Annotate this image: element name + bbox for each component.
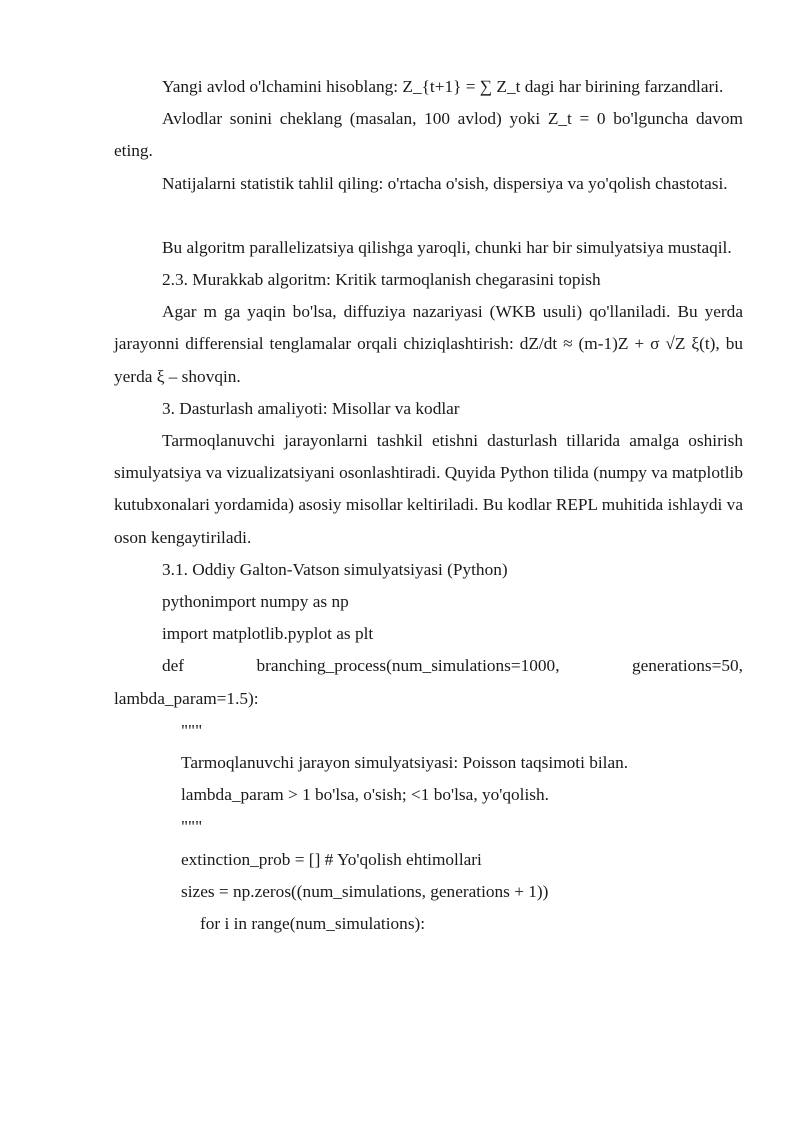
blank-line (114, 200, 743, 232)
code-line-def (114, 650, 743, 682)
code-docstring-open: """ (181, 720, 203, 740)
code-line-import-matplotlib: import matplotlib.pyplot as plt (162, 624, 374, 644)
code-line-sizes: sizes = np.zeros((num_simulations, generations + 1)) (181, 881, 549, 901)
code-def-arg: generations=50, (631, 656, 743, 676)
page-content (114, 71, 743, 940)
section-heading-2-3: 2.3. Murakkab algoritm: Kritik tarmoqlanish chegarasini topish (162, 270, 601, 290)
paragraph-limit-generations: Avlodlar sonini cheklang (masalan, 100 avlod) yoki Z_t = 0 bo'lguncha davom eting. (114, 109, 743, 161)
paragraph-programming-intro: Tarmoqlanuvchi jarayonlarni tashkil etishni dasturlash tillarida amalga oshirish simulyatsiya va vizualizatsiyani osonlashtiradi. Quyida Python tilida (numpy va matplotlib kutubxonalari yordamida) asosiy misollar keltiriladi. Bu kodlar REPL muhitida ishlaydi va oson kengaytiriladi. (114, 431, 743, 547)
code-line-def-continuation: lambda_param=1.5): (114, 688, 259, 708)
code-def-keyword: def (162, 656, 185, 676)
code-docstring-line-1: Tarmoqlanuvchi jarayon simulyatsiyasi: Poisson taqsimoti bilan. (181, 753, 629, 773)
code-line-import-numpy: pythonimport numpy as np (162, 592, 349, 612)
code-line-extinction-prob: extinction_prob = [] # Yo'qolish ehtimollari (181, 849, 482, 869)
code-docstring-close: """ (181, 817, 203, 837)
paragraph-statistical-analysis: Natijalarni statistik tahlil qiling: o'rtacha o'sish, dispersiya va yo'qolish chastotasi. (162, 173, 728, 193)
section-heading-3-1: 3.1. Oddiy Galton-Vatson simulyatsiyasi (Python) (162, 559, 508, 579)
paragraph-parallelization: Bu algoritm parallelizatsiya qilishga yaroqli, chunki har bir simulyatsiya mustaqil. (162, 237, 732, 257)
section-heading-3: 3. Dasturlash amaliyoti: Misollar va kodlar (162, 398, 460, 418)
code-def-name: branching_process(num_simulations=1000, (256, 656, 560, 676)
code-docstring-line-2: lambda_param > 1 bo'lsa, o'sish; <1 bo'lsa, yo'qolish. (181, 785, 549, 805)
code-line-for-loop: for i in range(num_simulations): (200, 914, 426, 934)
paragraph-next-generation: Yangi avlod o'lchamini hisoblang: Z_{t+1} = ∑ Z_t dagi har birining farzandlari. (162, 77, 724, 96)
paragraph-diffusion-theory: Agar m ga yaqin bo'lsa, diffuziya nazariyasi (WKB usuli) qo'llaniladi. Bu yerda jarayonni differensial tenglamalar orqali chiziqlashtirish: dZ/dt ≈ (m-1)Z + σ √Z ξ(t), bu yerda ξ – shovqin. (114, 302, 743, 386)
